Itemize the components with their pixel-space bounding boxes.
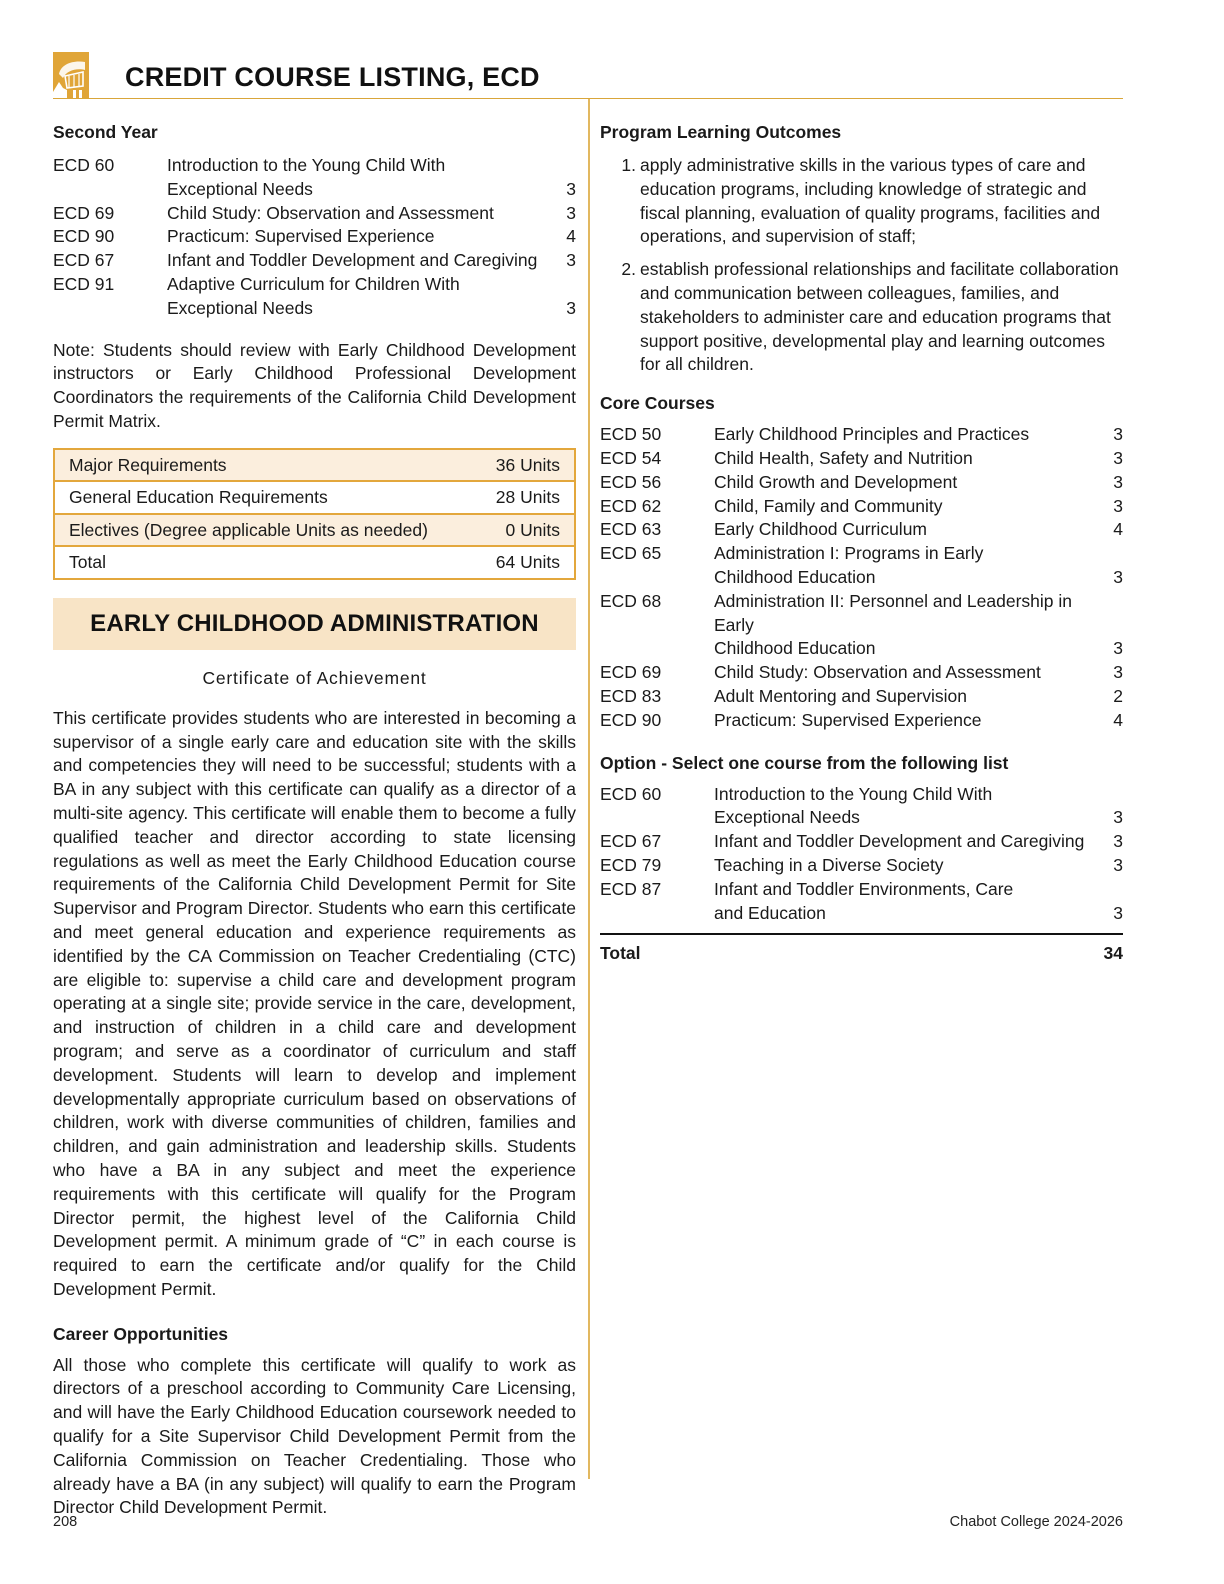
- total-label: Total: [600, 943, 641, 964]
- course-code: ECD 54: [600, 447, 662, 468]
- course-row: [53, 202, 576, 226]
- core-courses-heading: Core Courses: [600, 393, 715, 414]
- course-units: 3: [1113, 638, 1123, 659]
- course-units: 3: [1113, 807, 1123, 828]
- course-title: and Education: [714, 902, 826, 923]
- units-value: 0 Units: [505, 519, 560, 540]
- course-title: Childhood Education: [714, 566, 876, 587]
- outcome-text: apply administrative skills in the various types of care and education programs, including knowledge of strategic and fiscal planning, evaluation of quality programs, facilities and operations, and supervision of staff;: [640, 155, 1101, 247]
- course-row: [600, 471, 1123, 495]
- outcome-item: [600, 154, 1123, 249]
- course-code: ECD 67: [53, 250, 115, 271]
- course-title: Child Growth and Development: [714, 471, 958, 492]
- units-value: 36 Units: [495, 454, 560, 475]
- course-title: Exceptional Needs: [167, 178, 313, 199]
- career-opportunities-heading: Career Opportunities: [53, 1323, 229, 1344]
- course-units: 3: [1113, 424, 1123, 445]
- course-units: 3: [1113, 495, 1123, 516]
- second-year-heading: Second Year: [53, 122, 158, 142]
- page-title: CREDIT COURSE LISTING, ECD: [125, 62, 540, 92]
- units-value: 64 Units: [495, 552, 560, 573]
- course-title: Exceptional Needs: [167, 297, 313, 318]
- course-row: [53, 154, 576, 178]
- course-row: [600, 590, 1123, 638]
- course-title: Early Childhood Principles and Practices: [714, 424, 1030, 445]
- course-code: ECD 91: [53, 273, 115, 294]
- units-label: Total: [69, 552, 106, 573]
- course-row: [53, 178, 576, 202]
- course-units: 3: [1113, 662, 1123, 683]
- course-title: Childhood Education: [714, 638, 876, 659]
- course-code: ECD 56: [600, 471, 662, 492]
- course-title: Administration II: Personnel and Leadership in Early: [714, 590, 1072, 635]
- course-units: 4: [1113, 709, 1123, 730]
- course-units: 3: [566, 250, 576, 271]
- course-row: [600, 854, 1123, 878]
- option-courses-heading: Option - Select one course from the following list: [600, 752, 1009, 773]
- units-summary-table: [53, 448, 576, 580]
- course-code: ECD 60: [53, 155, 115, 175]
- course-row: [600, 685, 1123, 709]
- course-title: Adaptive Curriculum for Children With: [167, 273, 460, 294]
- course-row: [600, 709, 1123, 733]
- course-units: 3: [1113, 831, 1123, 852]
- course-units: 3: [1113, 471, 1123, 492]
- course-code: ECD 63: [600, 519, 662, 540]
- course-row: [53, 273, 576, 297]
- course-code: ECD 83: [600, 685, 662, 706]
- course-row: [600, 878, 1123, 902]
- course-row: [600, 806, 1123, 830]
- course-row: [53, 249, 576, 273]
- total-units-row: [600, 943, 1123, 964]
- course-title: Administration I: Programs in Early: [714, 543, 984, 564]
- option-courses-table: [600, 783, 1123, 926]
- course-units: 3: [566, 178, 576, 199]
- course-title: Infant and Toddler Development and Caregiving: [167, 250, 538, 271]
- units-label: Electives (Degree applicable Units as needed): [69, 519, 428, 540]
- column-divider: [588, 99, 590, 1479]
- left-column: [53, 120, 576, 1520]
- permit-note: Note: Students should review with Early Childhood Development instructors or Early Childhood Professional Development Coordinators the requirements of the California Child Development Permit Matrix.: [53, 339, 576, 431]
- outcome-text: establish professional relationships and facilitate collaboration and communication between colleagues, families, and stakeholders to administer care and education programs that support positive, developmental play and learning outcomes for all children.: [640, 259, 1119, 375]
- course-row: [600, 783, 1123, 807]
- course-units: 4: [1113, 519, 1123, 540]
- units-label: General Education Requirements: [69, 487, 328, 508]
- course-code: ECD 50: [600, 424, 662, 445]
- course-code: ECD 87: [600, 878, 662, 899]
- publication-name: Chabot College 2024-2026: [949, 1514, 1123, 1530]
- course-units: 4: [566, 226, 576, 247]
- course-title: Exceptional Needs: [714, 807, 860, 828]
- course-code: ECD 69: [53, 202, 115, 223]
- course-row: [600, 495, 1123, 519]
- course-row: [53, 225, 576, 249]
- course-row: [600, 423, 1123, 447]
- learning-outcomes-list: [600, 154, 1123, 377]
- course-title: Early Childhood Curriculum: [714, 519, 927, 540]
- course-title: Child Study: Observation and Assessment: [167, 202, 494, 223]
- program-description: This certificate provides students who are interested in becoming a supervisor of a single early care and education site with the skills and competencies they will need to be successful; students with a BA in any subject with this certificate can qualify as a director of a multi-site agency. This certificate will enable them to become a fully qualified teacher and director according to state licensing regulations as well as meet the Early Childhood Education course requirements of the California Child Development Permit for Site Supervisor and Program Director. Students who earn this certificate and meet general education and experience requirements as identified by the CA Commission on Teacher Credentialing (CTC) are eligible to: supervise a child care and development program operating at a single site; provide service in the care, development, and instruction of children in a child care and development program; and serve as a coordinator of curriculum and staff development. Students will learn to develop and implement developmentally appropriate curriculum based on observations of children, work with diverse communities of children, families and children, and gain administration and leadership skills. Students who have a BA in any subject and meet the experience requirements with this certificate will qualify for the Program Director permit, the highest level of the California Child Development permit. A minimum grade of “C” in each course is required to earn the certificate and/or qualify for the Child Development Permit.: [53, 707, 576, 1299]
- course-row: [600, 902, 1123, 926]
- total-value: 34: [1103, 943, 1123, 964]
- course-title: Introduction to the Young Child With: [714, 783, 993, 804]
- units-value: 28 Units: [495, 487, 560, 508]
- units-row-major: [55, 450, 574, 481]
- course-code: ECD 67: [600, 831, 662, 852]
- course-units: 3: [1113, 566, 1123, 587]
- course-title: Adult Mentoring and Supervision: [714, 685, 967, 706]
- learning-outcomes-heading: Program Learning Outcomes: [600, 122, 842, 142]
- second-year-course-table: [53, 154, 576, 321]
- course-units: 3: [1113, 902, 1123, 923]
- core-courses-table: [600, 423, 1123, 732]
- course-row: [53, 297, 576, 321]
- course-title: Introduction to the Young Child With: [167, 155, 446, 175]
- course-code: ECD 65: [600, 543, 662, 564]
- course-code: ECD 62: [600, 495, 662, 516]
- course-code: ECD 79: [600, 854, 662, 875]
- course-title: Child Study: Observation and Assessment: [714, 662, 1041, 683]
- course-units: 3: [566, 297, 576, 318]
- course-code: ECD 90: [53, 226, 115, 247]
- course-row: [600, 447, 1123, 471]
- outcome-number: 2.: [621, 259, 636, 280]
- course-row: [600, 830, 1123, 854]
- course-row: [600, 566, 1123, 590]
- program-title-banner: EARLY CHILDHOOD ADMINISTRATION: [53, 598, 576, 650]
- course-units: 2: [1113, 685, 1123, 706]
- course-title: Teaching in a Diverse Society: [714, 854, 944, 875]
- course-title: Practicum: Supervised Experience: [167, 226, 435, 247]
- course-units: 3: [1113, 447, 1123, 468]
- course-code: ECD 69: [600, 662, 662, 683]
- units-label: Major Requirements: [69, 454, 227, 475]
- course-code: ECD 90: [600, 709, 662, 730]
- course-title: Child Health, Safety and Nutrition: [714, 447, 973, 468]
- units-row-electives: [55, 513, 574, 546]
- outcome-number: 1.: [621, 155, 636, 175]
- course-units: 3: [566, 202, 576, 223]
- course-code: ECD 68: [600, 590, 662, 611]
- outcome-item: [600, 258, 1123, 377]
- career-opportunities-text: All those who complete this certificate will qualify to work as directors of a preschool according to Community Care Licensing, and will have the Early Childhood Education coursework needed to qualify for a Site Supervisor Child Development Permit from the California Commission on Teacher Credentialing. Those who already have a BA (in any subject) will qualify to earn the Program Director Child Development Permit.: [53, 1354, 576, 1518]
- award-type: Certificate of Achievement: [202, 667, 427, 688]
- page-number: 208: [53, 1514, 78, 1530]
- course-row: [600, 661, 1123, 685]
- total-divider: [600, 933, 1123, 935]
- right-column: [600, 120, 1123, 964]
- course-code: ECD 60: [600, 783, 662, 804]
- course-row: [600, 637, 1123, 661]
- course-row: [600, 542, 1123, 566]
- page-header: [53, 52, 1123, 99]
- units-row-total: [55, 545, 574, 578]
- course-units: 3: [1113, 854, 1123, 875]
- course-row: [600, 518, 1123, 542]
- course-title: Infant and Toddler Development and Caregiving: [714, 831, 1085, 852]
- course-title: Practicum: Supervised Experience: [714, 709, 982, 730]
- units-row-general-education: [55, 480, 574, 513]
- building-logo-icon: [53, 52, 89, 98]
- course-title: Child, Family and Community: [714, 495, 943, 516]
- course-title: Infant and Toddler Environments, Care: [714, 878, 1014, 899]
